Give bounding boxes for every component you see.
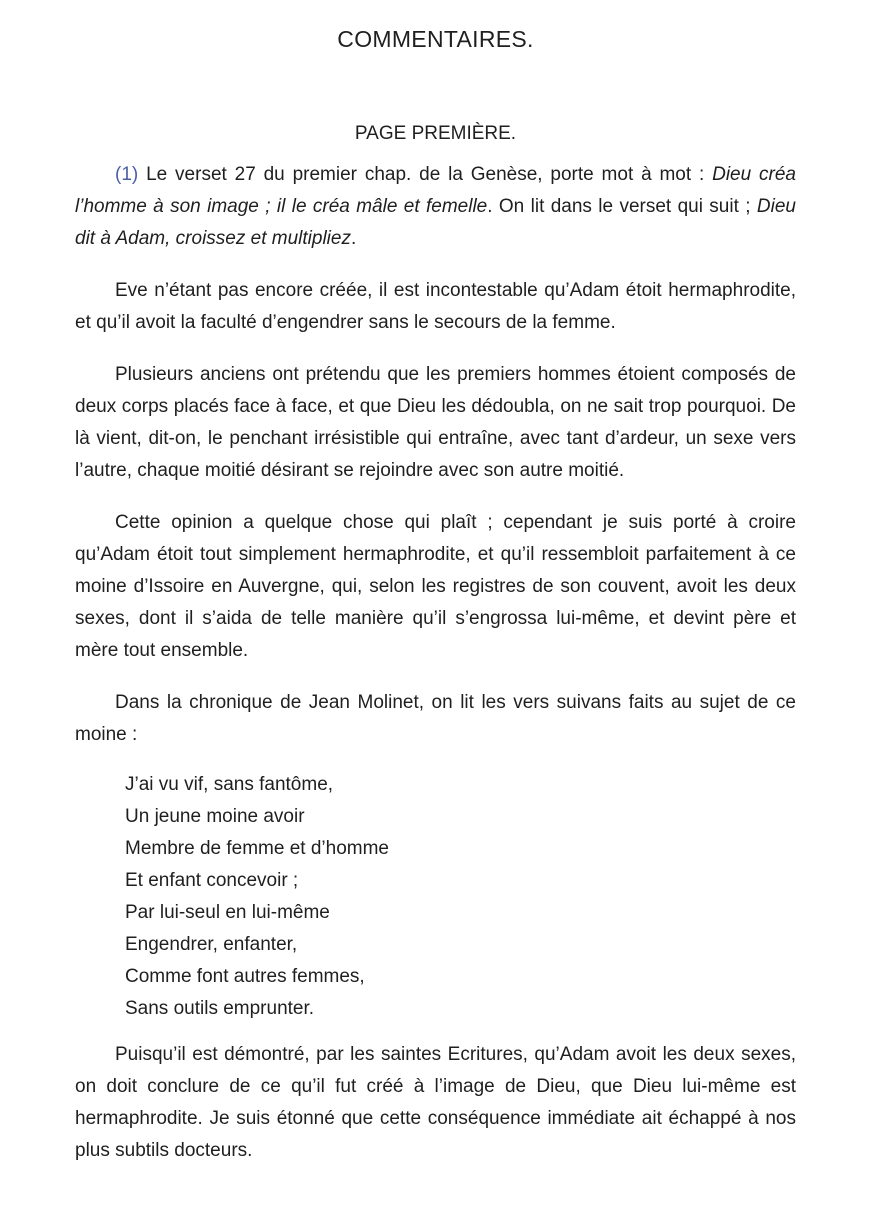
- paragraph-1-quote-b: Dieu dit à Adam, croissez et multipliez: [75, 196, 796, 249]
- footnote-reference-link[interactable]: (1): [115, 164, 139, 185]
- paragraph-1-quote-a: Dieu créa l’homme à son image ; il le créa mâle et femelle: [75, 164, 796, 217]
- paragraph-1: [75, 159, 796, 255]
- paragraph-1-text-b: . On lit dans le verset qui suit ;: [487, 196, 757, 217]
- verse-line: Comme font autres femmes,: [125, 966, 365, 987]
- paragraph-2: Eve n’étant pas encore créée, il est incontestable qu’Adam étoit hermaphrodite, et qu’il avoit la faculté d’engendrer sans le secours de la femme.: [75, 280, 796, 333]
- section-title: PAGE PREMIÈRE.: [354, 123, 517, 144]
- paragraph-1-text-a: Le verset 27 du premier chap. de la Genèse, porte mot à mot :: [138, 164, 713, 185]
- verse-line: J’ai vu vif, sans fantôme,: [125, 774, 334, 795]
- document-title: COMMENTAIRES.: [337, 26, 534, 52]
- paragraph-5: Dans la chronique de Jean Molinet, on lit les vers suivans faits au sujet de ce moine :: [75, 692, 796, 745]
- verse-block: [125, 769, 796, 1025]
- verse-line: Par lui-seul en lui-même: [125, 902, 330, 923]
- verse-line: Sans outils emprunter.: [125, 998, 315, 1019]
- verse-line: Un jeune moine avoir: [125, 806, 305, 827]
- paragraph-3: Plusieurs anciens ont prétendu que les premiers hommes étoient composés de deux corps placés face à face, et que Dieu les dédoubla, on ne sait trop pourquoi. De là vient, dit-on, le penchant irrésistible qui entraîne, avec tant d’ardeur, un sexe vers l’autre, chaque moitié désirant se rejoindre avec son autre moitié.: [75, 364, 796, 481]
- paragraph-4: Cette opinion a quelque chose qui plaît ; cependant je suis porté à croire qu’Adam étoit tout simplement hermaphrodite, et qu’il ressembloit parfaitement à ce moine d’Issoire en Auvergne, qui, selon les registres de son couvent, avoit les deux sexes, dont il s’aida de telle manière qu’il s’engrossa lui-même, et devint père et mère tout ensemble.: [75, 512, 796, 661]
- verse-line: Engendrer, enfanter,: [125, 934, 298, 955]
- verse-line: Membre de femme et d’homme: [125, 838, 389, 859]
- verse-line: Et enfant concevoir ;: [125, 870, 299, 891]
- paragraph-6: Puisqu’il est démontré, par les saintes Ecritures, qu’Adam avoit les deux sexes, on doit conclure de ce qu’il fut créé à l’image de Dieu, que Dieu lui-même est hermaphrodite. Je suis étonné que cette conséquence immédiate ait échappé à nos plus subtils docteurs.: [75, 1044, 796, 1161]
- paragraph-1-text-c: .: [350, 228, 357, 249]
